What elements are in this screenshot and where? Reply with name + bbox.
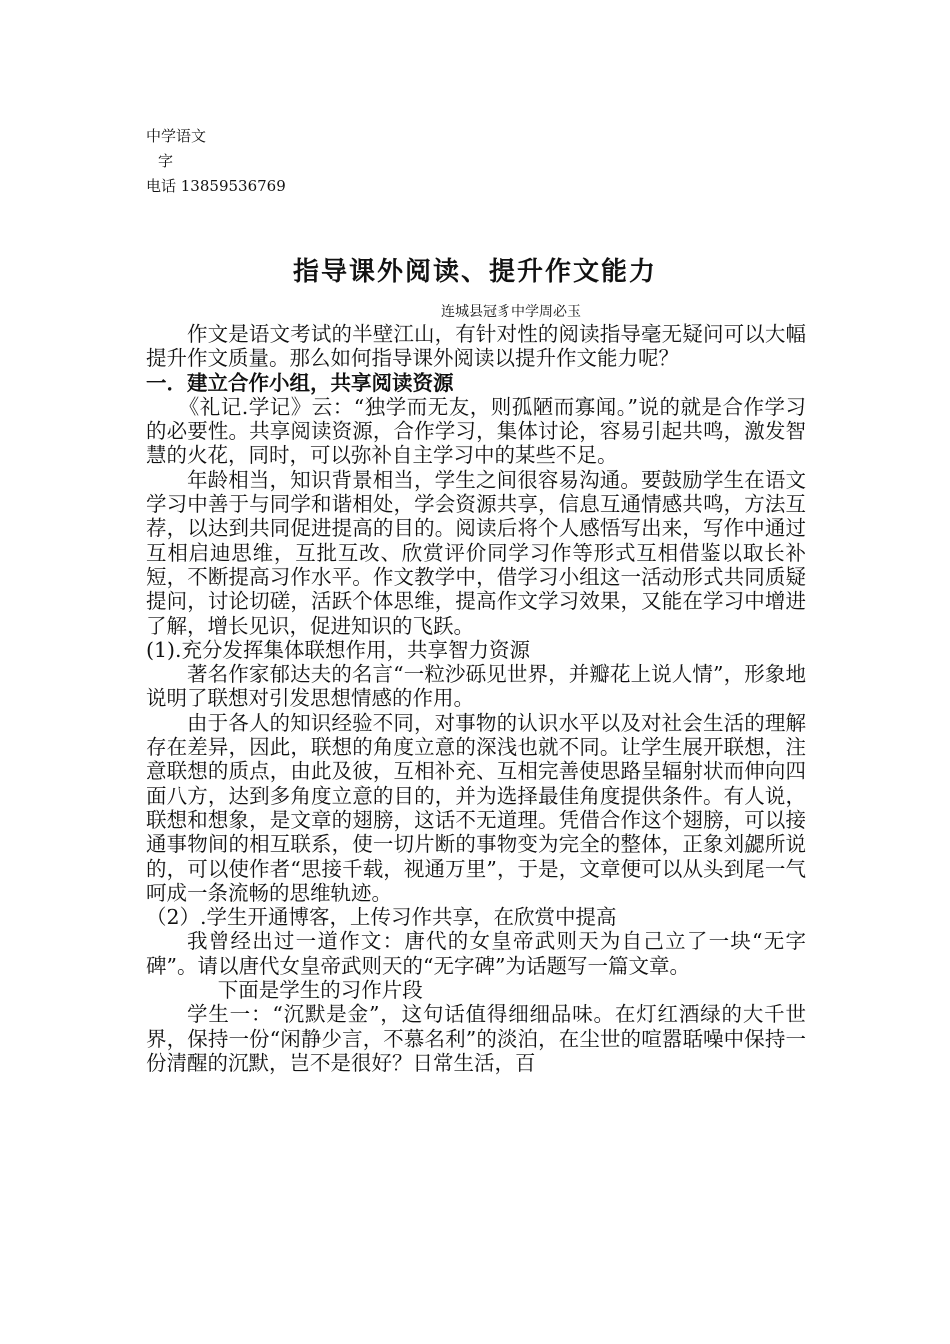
body-paragraph: 下面是学生的习作片段 (217, 978, 423, 1003)
article-author: 连城县冠豸中学周必玉 (441, 304, 581, 320)
body-paragraph: (1).充分发挥集体联想作用，共享智力资源 (146, 637, 531, 662)
body-paragraph: 学生一：“沉默是金”，这句话值得细细品味。在灯红酒绿的大千世界，保持一份“闲静少言，不慕名利”的淡泊，在尘世的喧嚣聒噪中保持一份清醒的沉默，岂不是很好？日常生活，百 (146, 1002, 806, 1075)
article-body (146, 322, 806, 1075)
article-title: 指导课外阅读、提升作文能力 (292, 257, 657, 287)
body-paragraph: （2）.学生开通博客，上传习作共享，在欣赏中提高 (146, 905, 617, 930)
body-paragraph: 由于各人的知识经验不同，对事物的认识水平以及对社会生活的理解存在差异，因此，联想的角度立意的深浅也就不同。让学生展开联想，注意联想的质点，由此及彼，互相补充、互相完善使思路呈辐射状而伸向四面八方，达到多角度立意的目的，并为选择最佳角度提供条件。有人说，联想和想象，是文章的翅膀，这话不无道理。凭借合作这个翅膀，可以接通事物间的相互联系，使一切片断的事物变为完全的整体，正象刘勰所说的，可以使作者“思接千载，视通万里”，于是，文章便可以从头到尾一气呵成一条流畅的思维轨迹。 (146, 710, 806, 905)
header-phone: 电话 13859536769 (146, 177, 286, 195)
body-paragraph: 我曾经出过一道作文：唐代的女皇帝武则天为自己立了一块“无字碑”。请以唐代女皇帝武则天的“无字碑”为话题写一篇文章。 (146, 929, 806, 978)
header-char: 字 (158, 152, 174, 170)
body-paragraph: 著名作家郁达夫的名言“一粒沙砾见世界，并瓣花上说人情”，形象地说明了联想对引发思想情感的作用。 (146, 662, 806, 711)
body-paragraph: 作文是语文考试的半壁江山，有针对性的阅读指导毫无疑问可以大幅提升作文质量。那么如何指导课外阅读以提升作文能力呢？ (146, 322, 806, 371)
header-subject: 中学语文 (146, 127, 207, 145)
section-heading: 一．建立合作小组，共享阅读资源 (146, 370, 454, 395)
body-paragraph: 《礼记.学记》云：“独学而无友，则孤陋而寡闻。”说的就是合作学习的必要性。共享阅读资源，合作学习，集体讨论，容易引起共鸣，激发智慧的火花，同时，可以弥补自主学习中的某些不足。 (146, 394, 806, 468)
body-paragraph: 年龄相当，知识背景相当，学生之间很容易沟通。要鼓励学生在语文学习中善于与同学和谐相处，学会资源共享，信息互通情感共鸣，方法互荐，以达到共同促进提高的目的。阅读后将个人感悟写出来，写作中通过互相启迪思维，互批互改、欣赏评价同学习作等形式互相借鉴以取长补短，不断提高习作水平。作文教学中，借学习小组这一活动形式共同质疑提问，讨论切磋，活跃个体思维，提高作文学习效果，又能在学习中增进了解，增长见识，促进知识的飞跃。 (146, 467, 806, 638)
